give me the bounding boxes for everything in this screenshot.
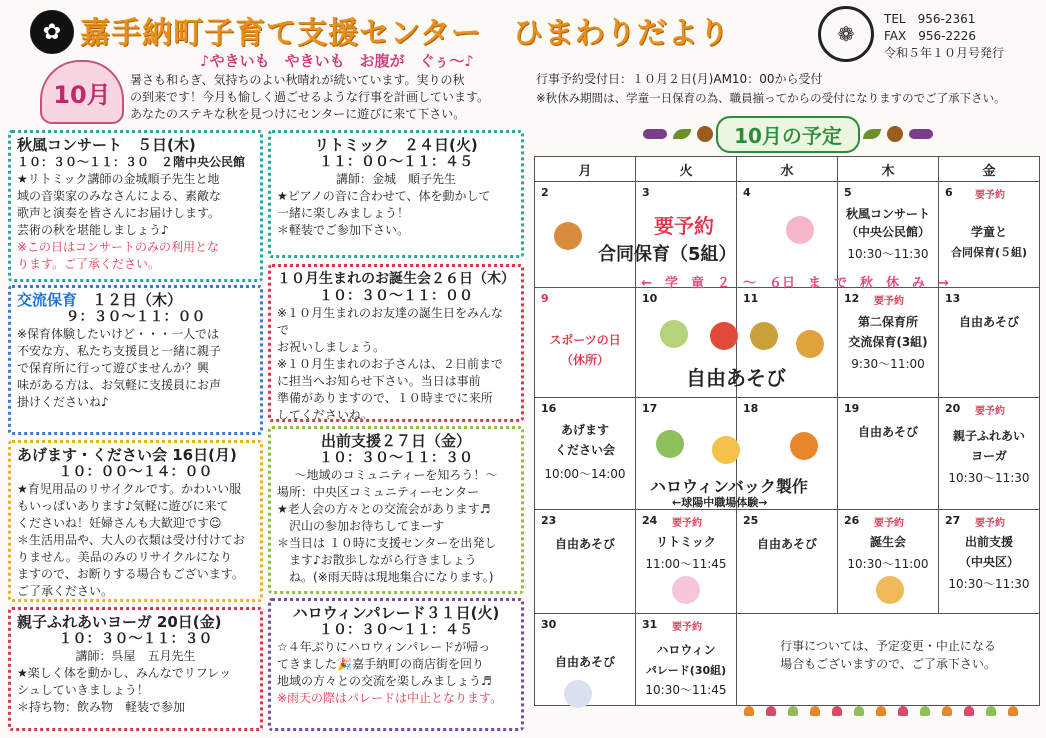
sweet-potato-icon xyxy=(909,129,933,139)
event-label: （中央区） xyxy=(958,555,1019,569)
day-number: 31 xyxy=(642,618,658,631)
calendar-day xyxy=(636,510,737,614)
calendar-day xyxy=(939,398,1040,510)
event-rhythmic xyxy=(268,130,524,258)
event-time: 10:30～11:30 xyxy=(948,471,1030,485)
day-number: 16 xyxy=(541,402,557,415)
event-text: 味がある方は、お気軽に支援員にお声 xyxy=(17,378,222,392)
event-label: パレード(30組) xyxy=(645,664,727,677)
mushroom-icon xyxy=(854,706,864,716)
event-text: ね。(※雨天時は現地集合になります。) xyxy=(277,570,494,584)
day-number: 10 xyxy=(642,292,658,305)
pig-character-icon xyxy=(786,216,814,244)
event-text: に担当へお知らせ下さい。当日は事前 xyxy=(277,374,481,388)
event-time: ９：３０～１１：００ xyxy=(65,309,206,325)
mushroom-icon xyxy=(986,706,996,716)
event-time: １０：３０～１１：３０ ２階中央公民館 xyxy=(17,155,246,169)
sweet-potato-character-icon xyxy=(554,222,582,250)
mushroom-icon xyxy=(766,706,776,716)
sweet-potato-icon xyxy=(643,129,667,139)
event-label: 交流保育(3組) xyxy=(848,335,928,349)
day-number: 4 xyxy=(743,186,751,199)
calendar-day xyxy=(939,510,1040,614)
event-heading: １０月生まれのお誕生会２６日（木） xyxy=(277,271,515,287)
event-agemasu xyxy=(8,440,263,602)
mushroom-icon xyxy=(744,706,754,716)
event-label: 自由あそび xyxy=(554,655,615,669)
event-note: ※この日はコンサートのみの利用とな xyxy=(17,240,220,254)
event-text: ※保育体験したいけど・・・一人では xyxy=(17,327,220,341)
event-text: してくださいね。 xyxy=(277,408,374,422)
reservation-info: 行事予約受付日：１０月２日(月)AM10：00から受付 xyxy=(536,72,823,86)
monthly-calendar xyxy=(534,156,1040,706)
event-time: 10:30～11:30 xyxy=(847,247,929,261)
event-text: くださいね！妊婦さんも大歓迎です☺ xyxy=(17,516,222,530)
acorn-icon xyxy=(660,320,688,348)
issue-date: 令和５年１０月号発行 xyxy=(884,46,1005,60)
weekday-header: 水 xyxy=(737,157,838,182)
schedule-note: 場合もございますので、ご了承下さい。 xyxy=(780,657,996,671)
event-teacher: 講師：金城 順子先生 xyxy=(335,172,456,186)
weekday-header: 金 xyxy=(939,157,1040,182)
day-number: 5 xyxy=(844,186,852,199)
singing-children-icon xyxy=(672,576,700,604)
event-time: １０：３０～１１：３０ xyxy=(319,450,473,466)
free-play-label: 自由あそび xyxy=(686,366,786,390)
event-heading: リトミック ２４日(火) xyxy=(314,136,478,154)
reservation-required-label: 要予約 xyxy=(975,190,1005,201)
page-title: 嘉手納町子育て支援センター ひまわりだより xyxy=(80,16,730,51)
event-text: ＊軽装でご参加下さい。 xyxy=(277,223,410,237)
event-text: りません。美品のみのリサイクルになり xyxy=(17,550,233,564)
event-time: 11:00～11:45 xyxy=(645,557,727,571)
event-text: 芸術の秋を堪能しましょう♪ xyxy=(17,223,169,237)
event-text: ます♪お散歩しながら行きましょう xyxy=(277,553,477,567)
event-text: ＊生活用品や、大人の衣類は受け付けてお xyxy=(17,533,245,547)
reservation-required-label: 要予約 xyxy=(874,518,904,529)
page-subtitle: ♪やきいも やきいも お腹が ぐぅ～♪ xyxy=(200,52,474,70)
event-text: ★楽しく体を動かし、みんなでリフレッ xyxy=(17,666,232,680)
day-number: 27 xyxy=(945,514,961,527)
event-text: ★老人会の方々との交流会があります♬ xyxy=(277,502,491,516)
weekday-header: 月 xyxy=(535,157,636,182)
reservation-required-big: 要予約 xyxy=(654,214,714,238)
day-number: 30 xyxy=(541,618,557,631)
event-label: 誕生会 xyxy=(869,535,906,549)
event-place: 場所：中央区コミュニティーセンター xyxy=(277,485,480,499)
event-heading: 交流保育 xyxy=(17,291,78,309)
acorn-icon xyxy=(697,126,713,142)
day-number: 11 xyxy=(743,292,759,305)
event-text: 掛けくださいね♪ xyxy=(17,395,109,409)
event-time: １０：００～１４：００ xyxy=(58,464,213,480)
event-place: （中央公民館） xyxy=(845,225,930,239)
town-seal-icon: ❁ xyxy=(818,6,874,62)
event-text: ※１０月生まれのお友達の誕生日をみんなで xyxy=(277,306,504,337)
event-label: 自由あそび xyxy=(857,425,918,439)
calendar-day xyxy=(838,510,939,614)
event-time: １１：００～１１：４５ xyxy=(319,154,473,170)
leaf-icon xyxy=(796,330,824,358)
event-concert xyxy=(8,130,263,282)
intro-line: 暑さも和らぎ、気持ちのよい秋晴れが続いています。実りの秋 xyxy=(130,73,465,87)
reservation-required-label: 要予約 xyxy=(975,518,1005,529)
event-text: シュしていきましょう！ xyxy=(17,683,149,697)
halloween-bag-icon xyxy=(656,430,684,458)
month-badge-mushroom-icon xyxy=(40,60,124,124)
event-label: リトミック xyxy=(656,535,716,549)
day-number: 2 xyxy=(541,186,549,199)
mushroom-icon xyxy=(788,706,798,716)
event-label: 自由あそび xyxy=(554,537,615,551)
event-time: 10:30～11:00 xyxy=(847,557,929,571)
event-label: 学童と xyxy=(970,225,1007,239)
event-time: １０：３０～１１：３０ xyxy=(58,631,213,647)
mushroom-icon xyxy=(710,322,738,350)
event-text: 一緒に楽しみましょう！ xyxy=(277,206,410,220)
acorn-icon xyxy=(887,126,903,142)
day-number: 24 xyxy=(642,514,658,527)
event-yoga xyxy=(8,607,263,731)
event-text: もいっぱいあります♪気軽に遊びに来て xyxy=(17,499,229,513)
day-number: 23 xyxy=(541,514,557,527)
weekday-header: 木 xyxy=(838,157,939,182)
fax-number: FAX 956-2226 xyxy=(884,29,977,43)
event-label: 自由あそび xyxy=(958,315,1019,329)
intro-text xyxy=(130,72,528,123)
mushroom-icon xyxy=(832,706,842,716)
event-subtitle: ～地域のコミュニティーを知ろう！～ xyxy=(294,468,498,482)
event-text: 沢山の参加お待ちしてまーす xyxy=(277,519,445,533)
event-time: 10:30～11:30 xyxy=(948,577,1030,591)
mushroom-icon xyxy=(898,706,908,716)
day-number: 17 xyxy=(642,402,658,415)
calendar-title: 10月の予定 xyxy=(716,116,860,153)
calendar-day xyxy=(535,510,636,614)
event-text: ★ピアノの音に合わせて、体を動かして xyxy=(277,189,491,203)
flower-logo-icon: ✿ xyxy=(30,10,74,54)
event-label: 合同保育(５組) xyxy=(950,246,1028,259)
mushroom-icon xyxy=(964,706,974,716)
calendar-note-cell xyxy=(737,614,1040,706)
calendar-day xyxy=(636,614,737,706)
mushroom-icon xyxy=(1008,706,1018,716)
event-label: 秋風コンサート xyxy=(845,207,930,221)
event-text: お祝いしましょう。 xyxy=(277,340,386,354)
event-text: ★リトミック講師の金城順子先生と地 xyxy=(17,172,220,186)
calendar-day xyxy=(838,288,939,398)
intro-line: あなたのステキな秋を見つけにセンターに遊びに来て下さい。 xyxy=(130,107,466,121)
day-number: 26 xyxy=(844,514,860,527)
event-text: で保育所に行って遊びませんか？興 xyxy=(17,361,210,375)
day-number: 12 xyxy=(844,292,860,305)
mushroom-icon xyxy=(876,706,886,716)
autumn-break-note: ※秋休み期間は、学童一日保育の為、職員揃ってからの受付になりますのでご了承下さい。 xyxy=(536,91,1006,105)
leaf-icon xyxy=(673,129,691,139)
event-text: てきました🎉嘉手納町の商店街を回り xyxy=(277,657,484,671)
event-label: 親子ふれあい xyxy=(952,429,1025,443)
day-number: 18 xyxy=(743,402,759,415)
event-text: ＊当日は １０時に支援センターを出発し xyxy=(277,536,497,550)
calendar-day xyxy=(535,288,636,398)
event-label: ハロウィン xyxy=(656,643,716,657)
reservation-required-label: 要予約 xyxy=(672,518,702,529)
event-text: 歌声と演奏を皆さんにお届けします。 xyxy=(17,206,221,220)
event-text: ますので、お断りする場合もございます。 xyxy=(17,567,244,581)
event-heading: 秋風コンサート ５日(木) xyxy=(17,136,196,154)
event-heading: あげます・ください会 16日(月) xyxy=(17,446,237,464)
leaf-icon xyxy=(863,129,881,139)
day-number: 25 xyxy=(743,514,759,527)
event-text: ★育児用品のリサイクルです。かわいい服 xyxy=(17,482,242,496)
event-time: 10:30～11:45 xyxy=(645,683,727,697)
month-badge-label: 10月 xyxy=(53,80,111,109)
mushroom-icon xyxy=(920,706,930,716)
event-label: 自由あそび xyxy=(756,537,817,551)
event-time: 9:30～11:00 xyxy=(851,357,925,371)
event-heading: ハロウィンパレード３１日(火) xyxy=(292,604,500,622)
halloween-bag-craft-label: ハロウィンバック製作 xyxy=(650,477,808,496)
event-label: ヨーガ xyxy=(971,449,1007,463)
calendar-day xyxy=(838,398,939,510)
day-number: 13 xyxy=(945,292,961,305)
event-text: 域の音楽家のみなさんによる、素敵な xyxy=(17,189,222,203)
event-label: ください会 xyxy=(554,443,615,457)
calendar-day xyxy=(535,398,636,510)
work-experience-label: ←球陽中職場体験→ xyxy=(672,496,768,509)
event-date: １２日（木） xyxy=(77,291,183,309)
mushroom-icon xyxy=(942,706,952,716)
pumpkin-icon xyxy=(790,432,818,460)
day-number: 6 xyxy=(945,186,953,199)
mushroom-icon xyxy=(750,322,778,350)
autumn-break-arrow: ← 学 童 ２ ～ ６日 ま で 秋 休 み → xyxy=(641,276,949,291)
birthday-cake-icon xyxy=(876,576,904,604)
event-text: 地域の方々との交流を楽しみましょう♬ xyxy=(277,674,492,688)
event-text: 準備がありますので、１０時までに来所 xyxy=(277,391,493,405)
event-note: ※雨天の際はパレードは中止となります。 xyxy=(277,691,503,705)
event-label: 出前支援 xyxy=(964,535,1013,549)
event-text: ※１０月生まれのお子さんは、２日前まで xyxy=(277,357,504,371)
event-note: ります。ご了承ください。 xyxy=(17,257,161,271)
ghost-witch-icon xyxy=(564,680,592,708)
event-outreach xyxy=(268,426,524,594)
calendar-day xyxy=(939,288,1040,398)
event-time: １０：３０～１１：４５ xyxy=(319,622,473,638)
event-teacher: 講師：呉屋 五月先生 xyxy=(75,649,196,663)
tel-number: TEL 956-2361 xyxy=(884,12,976,26)
holiday-label: スポーツの日 xyxy=(549,333,621,347)
event-time: １０：３０～１１：００ xyxy=(319,288,473,304)
event-halloween xyxy=(268,598,524,731)
calendar-banner xyxy=(548,116,1028,152)
event-text: 不安な方、私たち支援員と一緒に親子 xyxy=(17,344,222,358)
event-label: 第二保育所 xyxy=(857,315,918,329)
mushroom-icon xyxy=(810,706,820,716)
event-heading: 親子ふれあいヨーガ 20日(金) xyxy=(17,613,222,631)
event-exchange xyxy=(8,285,263,435)
children-crafting-icon xyxy=(712,436,740,464)
day-number: 9 xyxy=(541,292,549,305)
day-number: 20 xyxy=(945,402,961,415)
mushroom-border-decoration xyxy=(744,706,1034,720)
reservation-required-label: 要予約 xyxy=(874,296,904,307)
event-label: あげます xyxy=(560,423,609,437)
event-text: ＊持ち物：飲み物 軽装で参加 xyxy=(17,700,186,714)
intro-line: の到来です！今月も愉しく過ごせるような行事を計画しています。 xyxy=(130,90,490,104)
schedule-note: 行事については、予定変更・中止になる xyxy=(780,639,996,653)
joint-childcare-label: 合同保育（5組） xyxy=(598,244,737,265)
reservation-required-label: 要予約 xyxy=(975,406,1005,417)
event-birthday xyxy=(268,264,524,422)
event-text: ご了承ください。 xyxy=(17,584,114,598)
day-number: 3 xyxy=(642,186,650,199)
reservation-required-label: 要予約 xyxy=(672,622,702,633)
event-heading: 出前支援２７日（金） xyxy=(320,432,471,450)
event-text: ☆４年ぶりにハロウィンパレードが帰っ xyxy=(277,640,491,654)
weekday-header: 火 xyxy=(636,157,737,182)
calendar-day xyxy=(737,510,838,614)
closed-label: （休所） xyxy=(560,353,609,367)
day-number: 19 xyxy=(844,402,860,415)
event-time: 10:00～14:00 xyxy=(544,467,626,481)
